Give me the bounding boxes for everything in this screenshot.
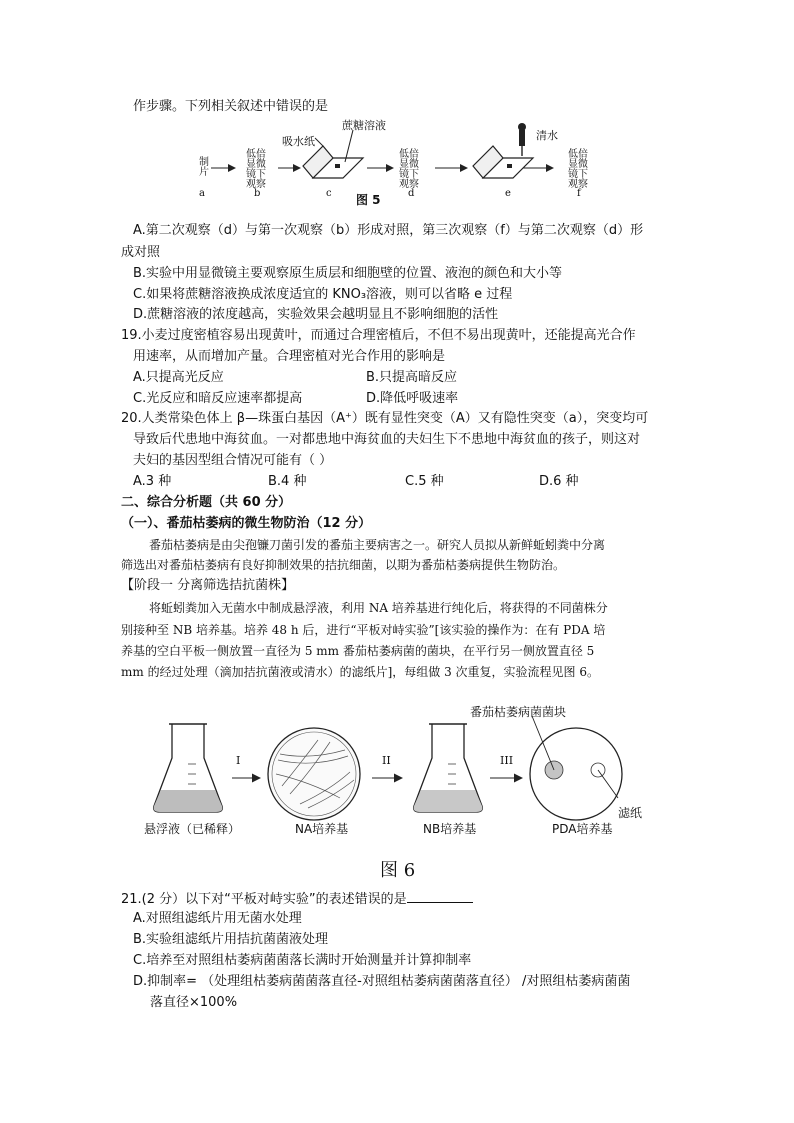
- q19-option-b: B.只提高暗反应: [366, 370, 458, 385]
- q19-option-c: C.光反应和暗反应速率都提高: [133, 391, 303, 406]
- step-letter-c: c: [326, 188, 332, 199]
- method-para-2: 别接种至 NB 培养基。培养 48 h 后，进行“平板对峙实验”[该实验的操作为：在有 PDA 培: [121, 623, 606, 637]
- step-make-slide: 制片: [199, 157, 209, 178]
- q21-option-d-cont: 落直径×100%: [150, 995, 238, 1010]
- q18-option-a: A.第二次观察（d）与第一次观察（b）形成对照，第三次观察（f）与第二次观察（d）形: [133, 223, 644, 238]
- arrow-1-roman: I: [236, 754, 241, 767]
- figure-6-drawing: [140, 694, 660, 824]
- figure-6-caption: 图 6: [380, 860, 416, 881]
- q21-option-b: B.实验组滤纸片用拮抗菌菌液处理: [133, 932, 329, 947]
- q20-option-a: A.3 种: [133, 474, 172, 489]
- subsection-1-title: （一）、番茄枯萎病的微生物防治（12 分）: [121, 516, 372, 531]
- step-letter-f: f: [577, 188, 581, 199]
- q19-stem-2: 用速率，从而增加产量。合理密植对光合作用的影响是: [133, 349, 446, 364]
- filter-paper-label: 滤纸: [618, 806, 643, 820]
- q18-option-a-cont: 成对照: [121, 245, 161, 260]
- step-letter-d: d: [408, 188, 415, 199]
- q18-option-b: B.实验中用显微镜主要观察原生质层和细胞壁的位置、液泡的颜色和大小等: [133, 266, 563, 281]
- q20-stem-1: 20.人类常染色体上 β—珠蛋白基因（A⁺）既有显性突变（A）又有隐性突变（a），突变均可: [121, 411, 649, 426]
- q20-stem-2: 导致后代患地中海贫血。一对都患地中海贫血的夫妇生下不患地中海贫血的孩子，则这对: [133, 432, 641, 447]
- intro-para-2: 筛选出对番茄枯萎病有良好抑制效果的拮抗细菌，以期为番茄枯萎病提供生物防治。: [121, 558, 566, 572]
- figure-5-caption: 图 5: [356, 193, 381, 207]
- step-letter-b: b: [254, 188, 261, 199]
- water-label: 清水: [536, 129, 558, 142]
- q18-option-d: D.蔗糖溶液的浓度越高，实验效果会越明显且不影响细胞的活性: [133, 307, 499, 322]
- q18-option-c: C.如果将蔗糖溶液换成浓度适宜的 KNO₃溶液，则可以省略 e 过程: [133, 287, 513, 302]
- na-medium-label: NA培养基: [295, 822, 349, 836]
- section-2-title: 二、综合分析题（共 60 分）: [121, 495, 292, 510]
- q19-stem-1: 19.小麦过度密植容易出现黄叶，而通过合理密植后，不但不易出现黄叶，还能提高光合作: [121, 328, 636, 343]
- arrow-2-label: II: [382, 754, 391, 767]
- q21-option-d: D.抑制率= （处理组枯萎病菌菌落直径-对照组枯萎病菌菌落直径） /对照组枯萎病菌菌: [133, 974, 631, 989]
- method-para-3: 养基的空白平板一侧放置一直径为 5 mm 番茄枯萎病菌的菌块，在平行另一侧放置直径 5: [121, 644, 595, 658]
- q21-option-c: C.培养至对照组枯萎病菌菌落长满时开始测量并计算抑制率: [133, 953, 472, 968]
- q21-option-a: A.对照组滤纸片用无菌水处理: [133, 911, 302, 926]
- suspension-label: 悬浮液（已稀释）: [144, 822, 241, 836]
- intro-line: 作步骤。下列相关叙述中错误的是: [133, 99, 329, 114]
- q20-option-d: D.6 种: [539, 474, 579, 489]
- pathogen-block-label: 番茄枯萎病菌菌块: [470, 705, 567, 719]
- q21-stem: [121, 888, 473, 910]
- method-para-1: 将蚯蚓粪加入无菌水中制成悬浮液，利用 NA 培养基进行纯化后，将获得的不同菌株分: [149, 601, 608, 615]
- step-letter-e: e: [505, 188, 511, 199]
- q20-option-b: B.4 种: [268, 474, 307, 489]
- pda-medium-label: PDA培养基: [552, 822, 613, 836]
- step-letter-a: a: [199, 188, 205, 199]
- absorbent-paper-label: 吸水纸: [282, 135, 315, 148]
- arrow-3-label: III: [500, 754, 514, 767]
- nb-medium-label: NB培养基: [423, 822, 477, 836]
- sucrose-solution-label: 蔗糖溶液: [342, 119, 386, 132]
- q21-answer-blank[interactable]: [407, 888, 473, 903]
- step-observe-1: 低倍显微镜下观察: [246, 149, 266, 190]
- intro-para-1: 番茄枯萎病是由尖孢镰刀菌引发的番茄主要病害之一。研究人员拟从新鲜蚯蚓粪中分离: [149, 538, 606, 552]
- q19-option-a: A.只提高光反应: [133, 370, 224, 385]
- step-observe-3: 低倍显微镜下观察: [568, 149, 588, 190]
- step-observe-2: 低倍显微镜下观察: [399, 149, 419, 190]
- q21-stem-text: 21.(2 分）以下对“平板对峙实验”的表述错误的是: [121, 892, 407, 907]
- q19-option-d: D.降低呼吸速率: [366, 391, 459, 406]
- q20-stem-3: 夫妇的基因型组合情况可能有（ ）: [133, 453, 333, 468]
- q20-option-c: C.5 种: [405, 474, 444, 489]
- method-para-4: mm 的经过处理（滴加拮抗菌液或清水）的滤纸片]，每组做 3 次重复，实验流程见图 6。: [121, 665, 599, 679]
- stage-1-heading: 【阶段一 分离筛选拮抗菌株】: [121, 578, 295, 593]
